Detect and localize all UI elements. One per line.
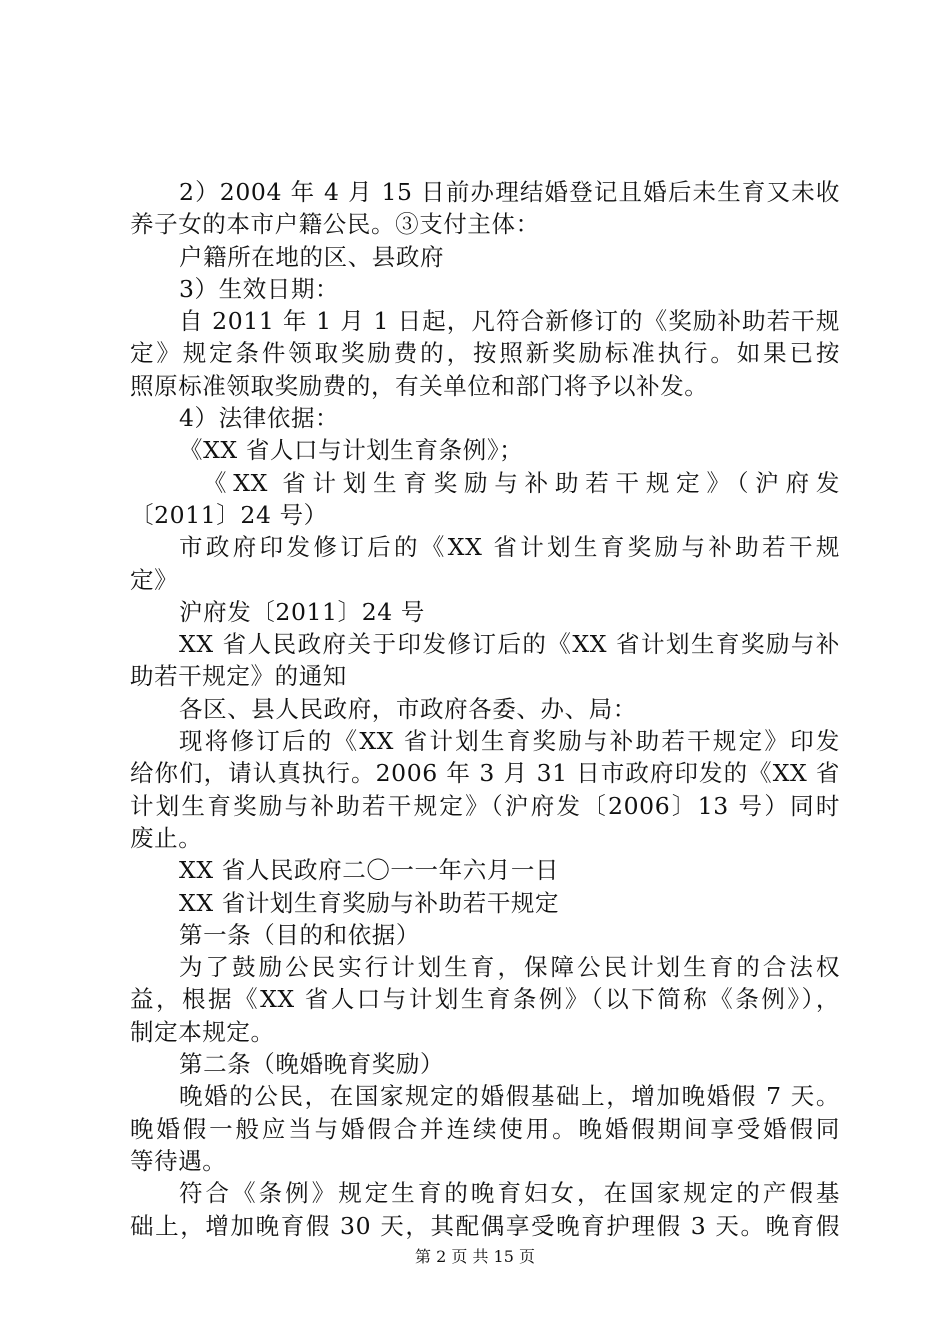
text-line: 各区、县人民政府，市政府各委、办、局： — [179, 694, 637, 723]
text-line: 助若干规定》的通知 — [130, 662, 347, 691]
text-line: 制定本规定。 — [130, 1017, 275, 1046]
text-line: 市政府印发修订后的《XX 省计划生育奖励与补助若干规 — [179, 533, 840, 562]
text-line: 晚婚的公民，在国家规定的婚假基础上，增加晚婚假 7 天。 — [179, 1082, 840, 1111]
text-line: 废止。 — [130, 823, 203, 852]
text-line: 定》 — [130, 565, 179, 594]
text-line: 2）2004 年 4 月 15 日前办理结婚登记且婚后未生育又未收 — [179, 178, 840, 206]
body-text — [130, 176, 840, 1242]
text-line: 3）生效日期： — [179, 274, 340, 303]
text-line: 〔2011〕24 号） — [130, 500, 328, 529]
text-line: 自 2011 年 1 月 1 日起，凡符合新修订的《奖励补助若干规 — [179, 307, 840, 336]
text-line: 益，根据《XX 省人口与计划生育条例》（以下简称《条例》）， — [130, 985, 840, 1014]
text-line: 《XX 省计划生育奖励与补助若干规定》（沪府发 — [203, 468, 840, 497]
text-line: 4）法律依据： — [179, 404, 340, 433]
text-line: 计划生育奖励与补助若干规定》（沪府发〔2006〕13 号）同时 — [130, 791, 840, 820]
text-line: 础上，增加晚育假 30 天，其配偶享受晚育护理假 3 天。晚育假 — [130, 1211, 840, 1240]
text-line: 第一条（目的和依据） — [179, 920, 420, 949]
text-line: 给你们，请认真执行。2006 年 3 月 31 日市政府印发的《XX 省 — [130, 759, 840, 788]
text-line: 定》规定条件领取奖励费的，按照新奖励标准执行。如果已按 — [130, 339, 840, 368]
text-line: 晚婚假一般应当与婚假合并连续使用。晚婚假期间享受婚假同 — [130, 1114, 840, 1143]
text-line: 照原标准领取奖励费的，有关单位和部门将予以补发。 — [130, 371, 709, 400]
text-line: 沪府发〔2011〕24 号 — [179, 597, 425, 626]
text-line: 第二条（晚婚晚育奖励） — [179, 1050, 445, 1079]
text-line: 符合《条例》规定生育的晚育妇女，在国家规定的产假基 — [179, 1179, 840, 1208]
text-line: 为了鼓励公民实行计划生育，保障公民计划生育的合法权 — [179, 953, 840, 982]
text-line: 《XX 省人口与计划生育条例》； — [179, 436, 524, 465]
text-line: XX 省计划生育奖励与补助若干规定 — [179, 888, 560, 917]
page-footer: 第 2 页 共 15 页 — [415, 1247, 535, 1266]
text-line: 养子女的本市户籍公民。③支付主体： — [130, 210, 540, 239]
text-line: 等待遇。 — [130, 1146, 227, 1175]
text-line: XX 省人民政府二〇一一年六月一日 — [179, 856, 560, 885]
text-line: 现将修订后的《XX 省计划生育奖励与补助若干规定》印发 — [179, 727, 840, 756]
text-line: XX 省人民政府关于印发修订后的《XX 省计划生育奖励与补 — [179, 630, 840, 659]
text-line: 户籍所在地的区、县政府 — [179, 242, 445, 271]
